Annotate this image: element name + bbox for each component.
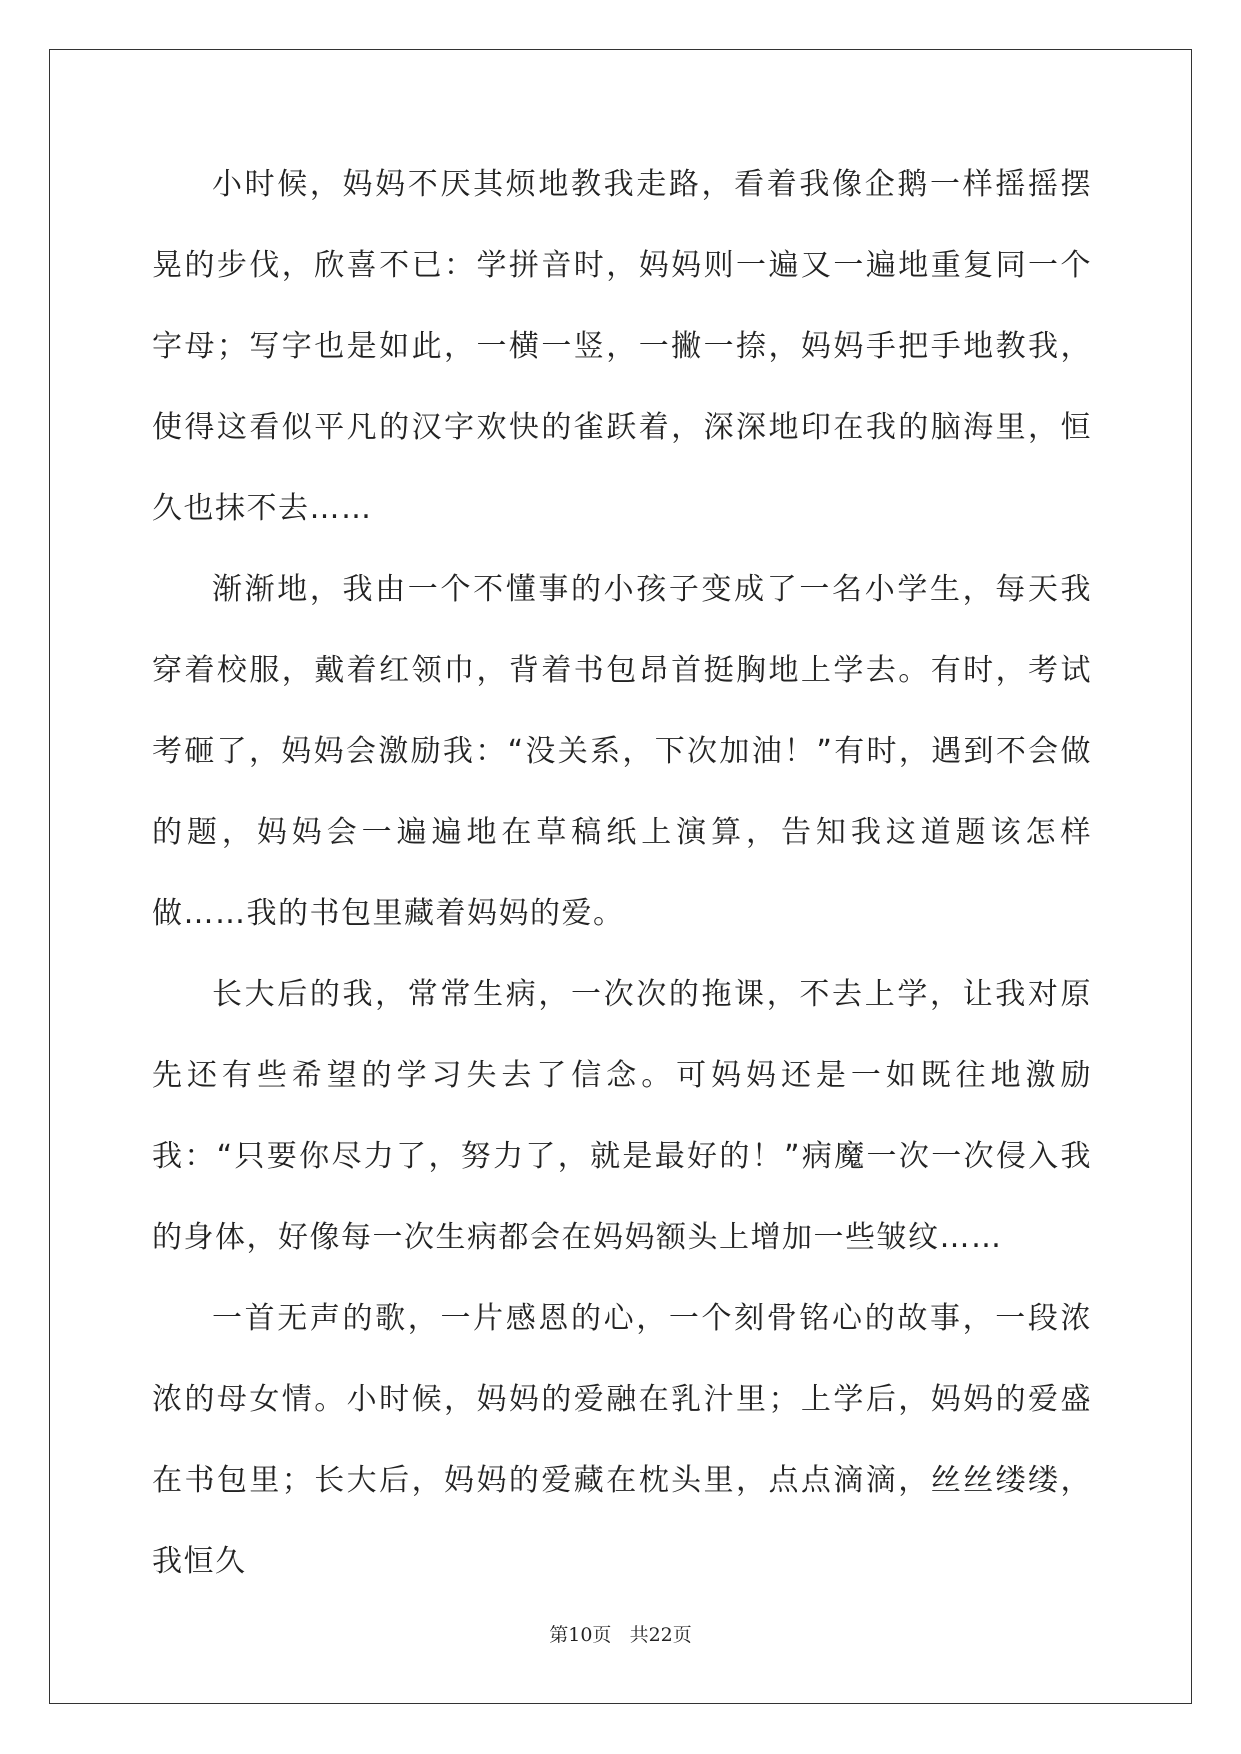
page-number: 第10页	[549, 1624, 612, 1646]
paragraph-1: 小时候，妈妈不厌其烦地教我走路，看着我像企鹅一样摇摇摆晃的步伐，欣喜不已：学拼音时，妈妈则一遍又一遍地重复同一个字母；写字也是如此，一横一竖，一撇一捺，妈妈手把手地教我，使得这看似平凡的汉字欢快的雀跃着，深深地印在我的脑海里，恒久也抹不去……	[152, 167, 1092, 526]
page-footer	[0, 1620, 1241, 1647]
paragraph-2: 渐渐地，我由一个不懂事的小孩子变成了一名小学生，每天我穿着校服，戴着红领巾，背着书包昂首挺胸地上学去。有时，考试考砸了，妈妈会激励我：“没关系，下次加油！”有时，遇到不会做的题，妈妈会一遍遍地在草稿纸上演算，告知我这道题该怎样做……我的书包里藏着妈妈的爱。	[152, 572, 1092, 931]
page-total: 共22页	[629, 1624, 692, 1646]
document-body	[152, 155, 1092, 1602]
paragraph-3: 长大后的我，常常生病，一次次的拖课，不去上学，让我对原先还有些希望的学习失去了信念。可妈妈还是一如既往地激励我：“只要你尽力了，努力了，就是最好的！”病魔一次一次侵入我的身体，好像每一次生病都会在妈妈额头上增加一些皱纹……	[152, 977, 1092, 1255]
paragraph-4: 一首无声的歌，一片感恩的心，一个刻骨铭心的故事，一段浓浓的母女情。小时候，妈妈的爱融在乳汁里；上学后，妈妈的爱盛在书包里；长大后，妈妈的爱藏在枕头里，点点滴滴，丝丝缕缕，我恒久	[152, 1301, 1092, 1579]
footer-separator	[611, 1624, 629, 1646]
